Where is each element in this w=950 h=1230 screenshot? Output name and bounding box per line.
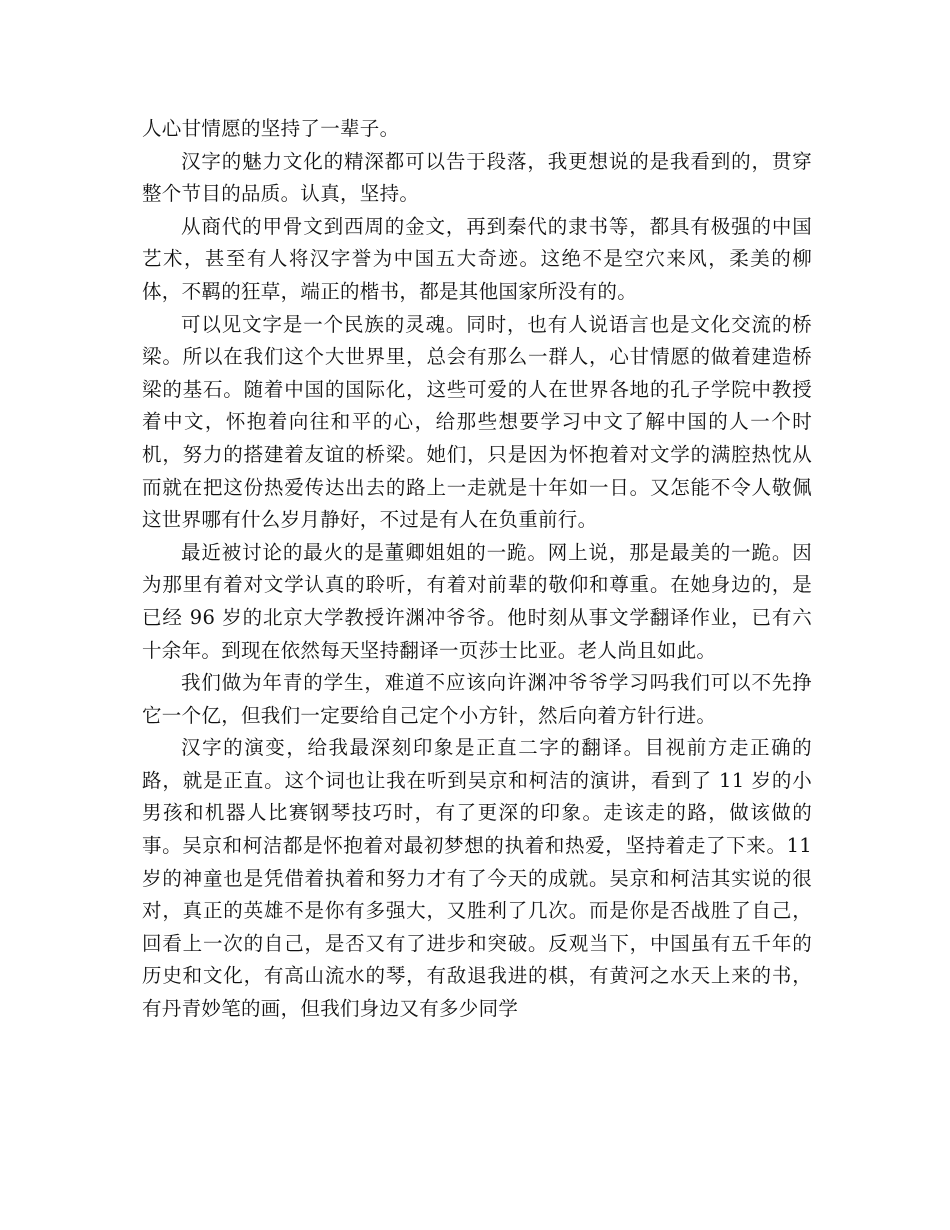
paragraph-1: 人心甘情愿的坚持了一辈子。 [142,117,400,140]
paragraph-6: 我们做为年青的学生，难道不应该向许渊冲爷爷学习吗我们可以不先挣它一个亿，但我们一定要给自己定个小方针，然后向着方针行进。 [142,671,812,727]
paragraph-5: 最近被讨论的最火的是董卿姐姐的一跪。网上说，那是最美的一跪。因为那里有着对文学认真的聆听，有着对前辈的敬仰和尊重。在她身边的，是已经 96 岁的北京大学教授许渊冲爷爷。他时刻从事文学翻译作业，已有六十余年。到现在依然每天坚持翻译一页莎士比亚。老人尚且如此。 [142,540,812,662]
paragraph-7: 汉字的演变，给我最深刻印象是正直二字的翻译。目视前方走正确的路，就是正直。这个词也让我在听到吴京和柯洁的演讲，看到了 11 岁的小男孩和机器人比赛钢琴技巧时，有了更深的印象。走该走的路，做该做的事。吴京和柯洁都是怀抱着对最初梦想的执着和热爱，坚持着走了下来。11 岁的神童也是凭借着执着和努力才有了今天的成就。吴京和柯洁其实说的很对，真正的英雄不是你有多强大，又胜利了几次。而是你是否战胜了自己，回看上一次的自己，是否又有了进步和突破。反观当下，中国虽有五千年的历史和文化，有高山流水的琴，有敌退我进的棋，有黄河之水天上来的书，有丹青妙笔的画，但我们身边又有多少同学 [142,736,812,1021]
paragraph-3: 从商代的甲骨文到西周的金文，再到秦代的隶书等，都具有极强的中国艺术，甚至有人将汉字誉为中国五大奇迹。这绝不是空穴来风，柔美的柳体，不羁的狂草，端正的楷书，都是其他国家所没有的。 [142,214,812,303]
document-page [142,113,812,1026]
paragraph-2: 汉字的魅力文化的精深都可以告于段落，我更想说的是我看到的，贯穿整个节目的品质。认真，坚持。 [142,149,812,206]
paragraph-4: 可以见文字是一个民族的灵魂。同时，也有人说语言也是文化交流的桥梁。所以在我们这个大世界里，总会有那么一群人，心甘情愿的做着建造桥梁的基石。随着中国的国际化，这些可爱的人在世界各地的孔子学院中教授着中文，怀抱着向往和平的心，给那些想要学习中文了解中国的人一个时机，努力的搭建着友谊的桥梁。她们，只是因为怀抱着对文学的满腔热忱从而就在把这份热爱传达出去的路上一走就是十年如一日。又怎能不令人敬佩这世界哪有什么岁月静好，不过是有人在负重前行。 [142,312,812,532]
